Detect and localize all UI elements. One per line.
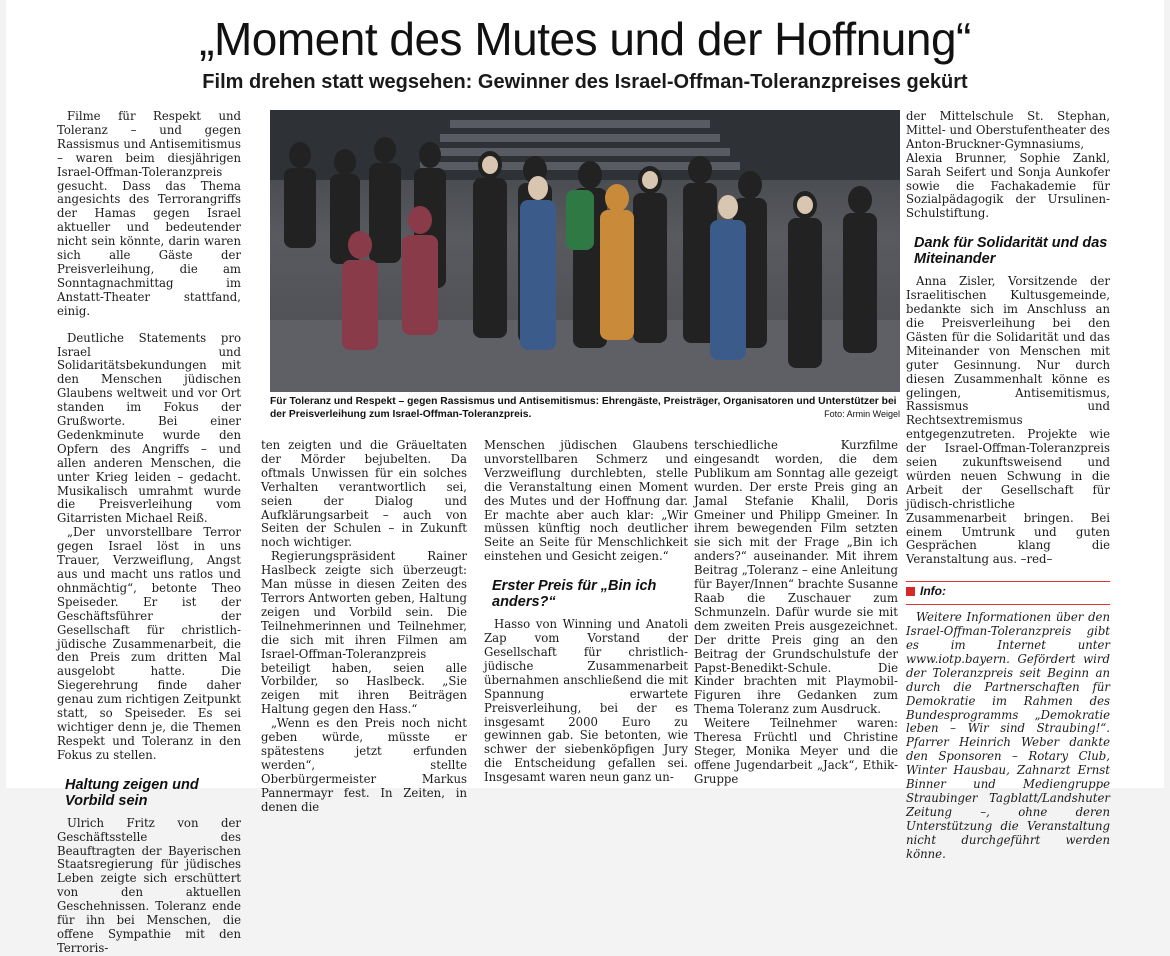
paragraph: ten zeigten und die Gräueltaten der Mörder bejubelten. Da oftmals Unwissen für ein solches Verhalten verantwortlich sei, seien der Dialog und Aufklärungsarbeit – auch von Seiten der Schulen – in Zukunft noch wichtiger. [261, 438, 467, 550]
paragraph: Deutliche Statements pro Israel und Solidaritätsbekundungen mit den Menschen jüdischen Glaubens weltweit und vor Ort standen im Fokus der Grußworte. Bei einer Gedenkminute wurde den Opfern des Angriffs – und allen anderen Menschen, die unter Krieg leiden – gedacht. Musikalisch umrahmt wurde die Preisverleihung vom Gitarristen Michael Reiß. [57, 330, 241, 526]
headline: „Moment des Mutes und der Hoffnung“ [199, 13, 971, 65]
photo-caption [270, 395, 900, 421]
paragraph-text: Anna Zisler, Vorsitzende der Israelitischen Kultusgemeinde, bedankte sich im Anschluss an die Preisverleihung bei den Gästen für die Solidarität und das Miteinander von Menschen mit guter Gesinnung. Nur durch diesen Zusammenhalt könne es gelingen, Antisemitismus, Rassismus und Rechtsextremismus entgegenzutreten. Projekte wie der Israel-Offman-Toleranzpreis seien zukunftsweisend und würden neuen Schwung in die Arbeit der Gesellschaft für jüdisch-christliche Zusammenarbeit bringen. Bei einem Umtrunk und guten Gesprächen klang die Veranstaltung aus. [906, 274, 1110, 567]
subheading: Erster Preis für „Bin ich anders?“ [492, 578, 657, 611]
author-signature: –red– [1020, 552, 1053, 567]
group-photo-illustration [270, 110, 900, 392]
newspaper-page [6, 0, 1164, 955]
article-column-4 [694, 439, 898, 787]
paragraph: Filme für Respekt und Toleranz – und gegen Rassismus und Antisemitismus – waren beim diesjährigen Israel-Offman-Toleranzpreis gesucht. Dass das Thema angesichts des Terrorangriffs der Hamas gegen Israel aktueller und bedeutender nicht sein könnte, darin waren sich alle Gäste der Preisverleihung, die am Sonntagnachmittag im Anstatt-Theater stattfand, einig. [57, 109, 241, 318]
paragraph: Menschen jüdischen Glaubens unvorstellbaren Schmerz und Verzweiflung durchlebten, stelle die Veranstaltung einen Moment des Mutes und der Hoffnung dar. Er machte aber auch klar: „Wir müssen künftig noch deutlicher Seite an Seite für Menschlichkeit einstehen und Gesicht zeigen.“ [484, 438, 688, 564]
article-column-5 [906, 110, 1110, 862]
paragraph: terschiedliche Kurzfilme eingesandt worden, die dem Publikum am Sonntag alle gezeigt wurden. Der erste Preis ging an Jamal Stefanie Khalil, Doris Gmeiner und Philipp Gmeiner. In ihrem bewegenden Film setzten sie sich mit der Frage „Bin ich anders?“ auseinander. Mit ihrem Beitrag „Toleranz – eine Anleitung für Bayer/Innen“ brachte Susanne Raab die Zuschauer zum Schmunzeln. Dafür wurde sie mit dem zweiten Preis ausgezeichnet. Der dritte Preis ging an den Beitrag der Grundschulstufe der Papst-Benedikt-Schule. Die Kinder brachten mit Playmobil-Figuren ihre Gedanken zum Thema Toleranz zum Ausdruck. [694, 438, 898, 717]
article-column-2 [261, 439, 467, 814]
paragraph: Hasso von Winning und Anatoli Zap vom Vorstand der Gesellschaft für christlich-jüdische Zusammenarbeit übernahmen anschließend die mit Spannung erwartete Preisverleihung, bei der es insgesamt 2000 Euro zu gewinnen gab. Sie betonten, wie schwer der siebenköpfigen Jury die Entscheidung gefallen sei. Insgesamt waren neun ganz un- [484, 617, 688, 785]
info-paragraph: Weitere Informationen über den Israel-Offman-Toleranzpreis gibt es im Internet unter www.iotp.bayern. Gefördert wird der Toleranzpreis seit Beginn an durch die Partnerschaften für Demokratie im Rahmen des Bundesprogramms „Demokratie leben – Wir sind Straubing!“. Pfarrer Heinrich Weber dankte den Sponsoren – Rotary Club, Winter Hausbau, Zahnarzt Ernst Binner und Mediengruppe Straubinger Tagblatt/Landshuter Zeitung –, ohne deren Unterstützung die Veranstaltung nicht durchgeführt werden könne. [906, 610, 1110, 861]
article-column-3 [484, 439, 688, 785]
paragraph: Weitere Teilnehmer waren: Theresa Früchtl und Christine Steger, Monika Meyer und die offene Jugendarbeit „Jack“, Ethik-Gruppe [694, 716, 898, 786]
subheadline: Film drehen statt wegsehen: Gewinner des Israel-Offman-Toleranzpreises gekürt [202, 71, 968, 93]
subheading: Dank für Solidarität und das Miteinander [914, 235, 1108, 268]
paragraph: Ulrich Fritz von der Geschäftsstelle des Beauftragten der Bayerischen Staatsregierung für jüdisches Leben zeigte sich erschüttert von den aktuellen Geschehnissen. Toleranz ende für ihn bei Menschen, die offene Sympathie mit den Terroris- [57, 815, 241, 955]
info-square-icon [906, 587, 915, 596]
info-label: Info: [920, 584, 946, 599]
caption-text: Für Toleranz und Respekt – gegen Rassismus und Antisemitismus: Ehrengäste, Preisträger, Organisatoren und Unterstützer bei der Preisverleihung zum Israel-Offman-Toleranzpreis. [270, 396, 897, 420]
paragraph: Regierungspräsident Rainer Haslbeck zeigte sich überzeugt: Man müsse in diesen Zeiten des Terrors Antworten geben, Haltung zeigen und Vorbild sein. Die Teilnehmerinnen und Teilnehmer, die sich mit ihren Filmen am Israel-Offman-Toleranzpreis beteiligt haben, seien alle Vorbilder, so Haslbeck. „Sie zeigen mit ihren Beiträgen Haltung gegen den Hass.“ [261, 549, 467, 717]
photo-credit: Foto: Armin Weigel [824, 409, 900, 419]
group-photo [270, 110, 900, 392]
article-column-1 [57, 110, 241, 956]
subheading: Haltung zeigen und Vorbild sein [65, 776, 199, 809]
paragraph: der Mittelschule St. Stephan, Mittel- und Oberstufentheater des Anton-Bruckner-Gymnasiums, Alexia Brunner, Sophie Zankl, Sarah Seifert und Sonja Aunkofer sowie die Fachakademie für Sozialpädagogik der Ursulinen-Schulstiftung. [906, 109, 1110, 221]
info-box [906, 604, 1110, 861]
info-box-header [906, 581, 1110, 599]
paragraph [906, 275, 1110, 567]
paragraph: „Der unvorstellbare Terror gegen Israel löst in uns Trauer, Verzweiflung, Angst aus und macht uns ratlos und ohnmächtig“, betonte Theo Speiseder. Er ist der Geschäftsführer der Gesellschaft für christlich-jüdische Zusammenarbeit, die den Preis zum dritten Mal ausgelobt hatte. Die Siegerehrung finde daher genau zum richtigen Zeitpunkt statt, so Speiseder. Es sei wichtiger denn je, die Themen Respekt und Toleranz in den Fokus zu stellen. [57, 525, 241, 762]
paragraph: „Wenn es den Preis noch nicht geben würde, müsste er spätestens jetzt erfunden werden“, stellte Oberbürgermeister Markus Pannermayr fest. In Zeiten, in denen die [261, 716, 467, 814]
